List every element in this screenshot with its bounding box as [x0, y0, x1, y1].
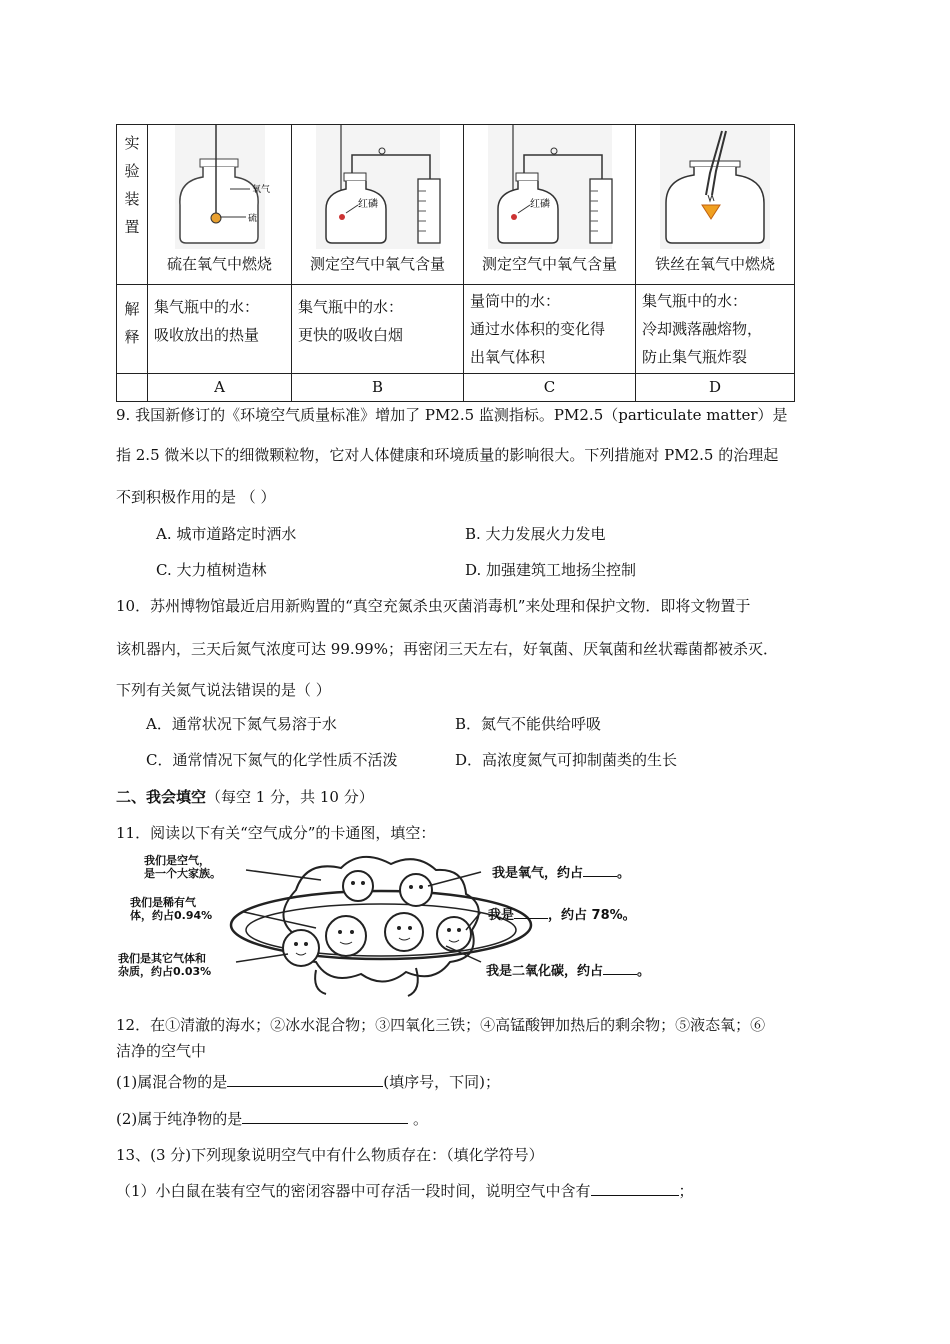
q9-option-d[interactable]: D. 加强建筑工地扬尘控制: [465, 561, 637, 579]
cartoon-other-gas-line1: 我们是其它气体和: [118, 952, 206, 965]
q10-option-c[interactable]: C．通常情况下氮气的化学性质不活泼: [146, 751, 398, 769]
q13-part-1-pre: （1）小白鼠在装有空气的密闭容器中可存活一段时间，说明空气中含有: [116, 1182, 591, 1200]
head-char: 解: [124, 300, 140, 318]
q9-line-3: 不到积极作用的是 （ ）: [116, 488, 276, 506]
row-head-explanation: [117, 285, 148, 374]
sulfur-burning-illustration: [148, 125, 292, 249]
section-2-note: （每空 1 分，共 10 分）: [206, 788, 374, 806]
cartoon-nitrogen-post: ，约占 78%。: [548, 908, 636, 923]
q9-option-b[interactable]: B. 大力发展火力发电: [465, 525, 606, 543]
row-head-empty: [117, 374, 148, 402]
caption-a: 硫在氧气中燃烧: [166, 255, 272, 273]
head-char: 实: [124, 134, 140, 152]
option-letter-a: A: [148, 374, 292, 402]
section-2-heading: [116, 786, 374, 807]
option-letter-d: D: [636, 374, 795, 402]
explanation-line: 集气瓶中的水：: [642, 292, 748, 310]
caption-d: 铁丝在氧气中燃烧: [654, 255, 775, 273]
phosphorus-apparatus-c-illustration: [464, 125, 636, 249]
option-letter-b: B: [292, 374, 464, 402]
label-sulfur: 硫: [248, 214, 258, 224]
q12-part-2-pre: (2)属于纯净物的是: [116, 1110, 243, 1128]
cartoon-nitrogen-pre: 我是: [488, 908, 515, 923]
cell-apparatus-a: [148, 125, 292, 285]
cartoon-oxygen-pre: 我是氧气，约占: [492, 866, 584, 881]
label-red-phosphorus: 红磷: [358, 199, 378, 210]
explanation-line: 通过水体积的变化得: [470, 320, 606, 338]
iron-wire-burning-illustration: [636, 125, 795, 249]
cell-apparatus-d: [636, 125, 795, 285]
caption-b: 测定空气中氧气含量: [309, 255, 445, 273]
cartoon-nitrogen-line: [488, 904, 636, 923]
q12-part-2: [116, 1108, 428, 1129]
q10-option-d[interactable]: D．高浓度氮气可抑制菌类的生长: [455, 751, 678, 769]
q10-line-3: 下列有关氮气说法错误的是（ ）: [116, 681, 331, 699]
explanation-c: [464, 285, 636, 374]
cell-apparatus-b: [292, 125, 464, 285]
q12-line-1: 12．在①清澈的海水；②冰水混合物；③四氧化三铁；④高锰酸钾加热后的剩余物；⑤液态氧；⑥: [116, 1016, 766, 1034]
q12-line-2: 洁净的空气中: [116, 1042, 207, 1060]
cartoon-noble-gas-line1: 我们是稀有气: [130, 896, 196, 909]
q10-option-a[interactable]: A．通常状况下氮气易溶于水: [146, 715, 337, 733]
q9-option-a[interactable]: A. 城市道路定时洒水: [156, 525, 297, 543]
head-char: 置: [124, 218, 140, 236]
q11-text: 11．阅读以下有关“空气成分”的卡通图，填空：: [116, 824, 436, 842]
q10-line-2: 该机器内，三天后氮气浓度可达 99.99%；再密闭三天左右，好氧菌、厌氧菌和丝状霉菌都被杀灭．: [116, 640, 778, 658]
cartoon-co2-line: [486, 960, 650, 979]
q10-line-1: 10．苏州博物馆最近启用新购置的“真空充氮杀虫灭菌消毒机”来处理和保护文物．即将文物置于: [116, 597, 751, 615]
explanation-line: 更快的吸收白烟: [298, 326, 404, 344]
cartoon-air-family-line1: 我们是空气，: [144, 854, 210, 867]
explanation-line: 集气瓶中的水：: [298, 298, 404, 316]
explanation-line: 出氧气体积: [470, 348, 546, 366]
head-char: 释: [124, 328, 140, 346]
q12-blank-2[interactable]: [242, 1109, 408, 1124]
label-oxygen: 氧气: [252, 185, 271, 195]
blank-nitrogen[interactable]: [514, 904, 548, 919]
q12-blank-1[interactable]: [227, 1072, 383, 1087]
row-head-apparatus: [117, 125, 148, 285]
experiment-table: [116, 124, 795, 402]
blank-oxygen[interactable]: [583, 862, 617, 877]
explanation-line: 量筒中的水：: [470, 292, 561, 310]
head-char: 装: [124, 190, 140, 208]
q9-line-2: 指 2.5 微米以下的细微颗粒物，它对人体健康和环境质量的影响很大。下列措施对 PM2.5 的治理起: [116, 446, 779, 464]
q12-part-1: [116, 1071, 500, 1092]
q9-option-c[interactable]: C. 大力植树造林: [156, 561, 267, 579]
cartoon-other-gas-line2: 杂质，约占0.03%: [118, 965, 212, 978]
explanation-line: 吸收放出的热量: [154, 326, 260, 344]
cartoon-air-family-line2: 是一个大家族。: [144, 867, 221, 880]
label-red-phosphorus: 红磷: [530, 199, 550, 210]
q12-part-1-pre: (1)属混合物的是: [116, 1073, 228, 1091]
q12-part-1-post: (填序号，下同)；: [383, 1073, 500, 1091]
explanation-line: 集气瓶中的水：: [154, 298, 260, 316]
cartoon-co2-post: 。: [637, 964, 651, 979]
explanation-a: [148, 285, 292, 374]
blank-co2[interactable]: [603, 960, 637, 975]
phosphorus-apparatus-b-illustration: [292, 125, 464, 249]
explanation-line: 冷却溅落融熔物，: [642, 320, 763, 338]
q10-option-b[interactable]: B．氮气不能供给呼吸: [455, 715, 602, 733]
cartoon-oxygen-post: 。: [617, 866, 631, 881]
option-letter-c: C: [464, 374, 636, 402]
explanation-b: [292, 285, 464, 374]
caption-c: 测定空气中氧气含量: [481, 255, 617, 273]
q9-line-1: 9. 我国新修订的《环境空气质量标准》增加了 PM2.5 监测指标。PM2.5（particulate matter）是: [116, 406, 788, 424]
explanation-d: [636, 285, 795, 374]
cartoon-oxygen-line: [492, 862, 630, 881]
cartoon-co2-pre: 我是二氧化碳，约占: [486, 964, 604, 979]
cartoon-noble-gas-line2: 体，约占0.94%: [130, 909, 213, 922]
q13-part-1: [116, 1180, 694, 1201]
section-2-title: 二、我会填空: [116, 788, 207, 806]
air-cartoon: [116, 850, 664, 1000]
q12-part-2-post: 。: [408, 1110, 429, 1128]
cell-apparatus-c: [464, 125, 636, 285]
q13-part-1-post: ；: [678, 1182, 694, 1200]
explanation-line: 防止集气瓶炸裂: [642, 348, 748, 366]
q13-title: 13、(3 分)下列现象说明空气中有什么物质存在：（填化学符号）: [116, 1146, 544, 1164]
q13-blank-1[interactable]: [591, 1181, 679, 1196]
head-char: 验: [124, 162, 140, 180]
